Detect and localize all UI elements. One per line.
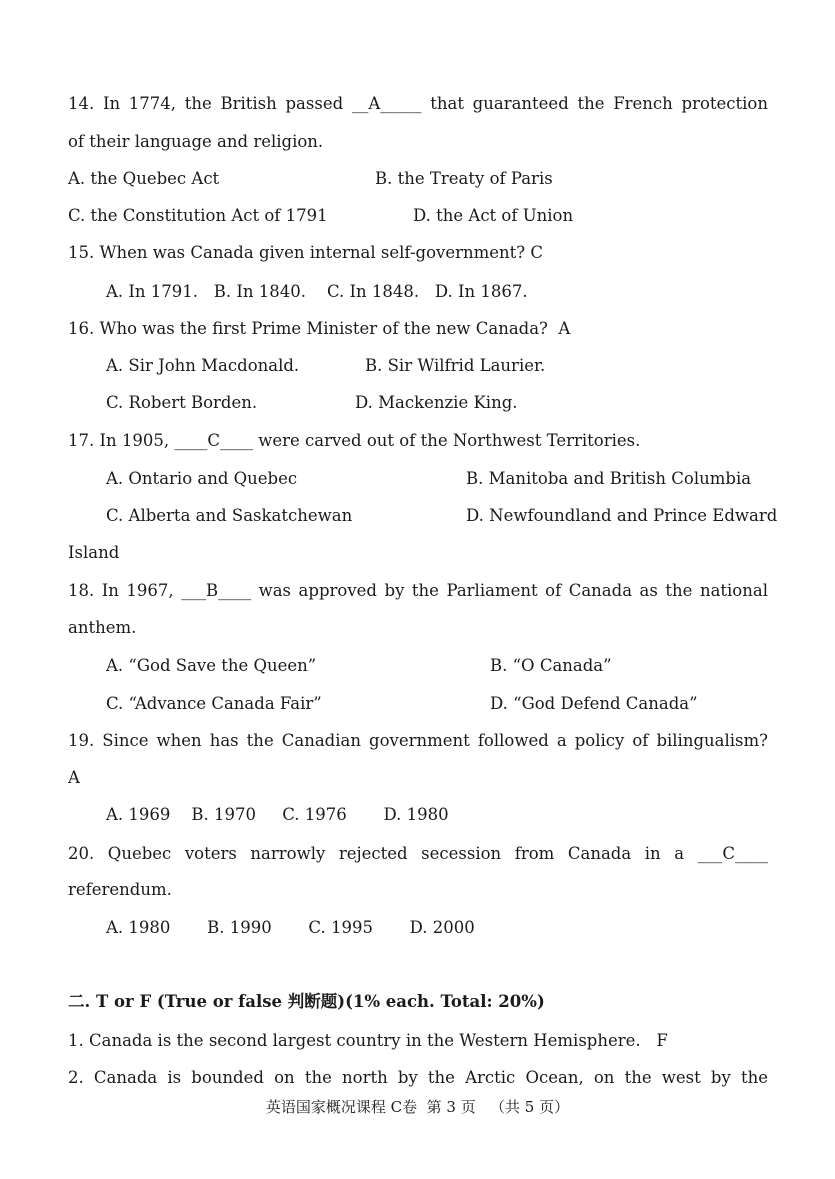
q17-option-b: B. Manitoba and British Columbia (466, 469, 752, 488)
q18-option-b: B. “O Canada” (490, 656, 612, 675)
q16-option-a: A. Sir John Macdonald. (106, 356, 300, 375)
tf-item-2: 2. Canada is bounded on the north by the Arctic Ocean, on the west by the (68, 1068, 768, 1087)
q17-option-c: C. Alberta and Saskatchewan (106, 506, 353, 525)
section2-heading: 二. T or F (True or false 判断题)(1% each. Total: 20%) (68, 992, 545, 1011)
q15-options: A. In 1791. B. In 1840. C. In 1848. D. In 1867. (106, 282, 528, 301)
q16-line1: 16. Who was the first Prime Minister of the new Canada? A (68, 319, 571, 338)
q18-option-c: C. “Advance Canada Fair” (106, 694, 322, 713)
q19-options: A. 1969 B. 1970 C. 1976 D. 1980 (106, 805, 449, 824)
q16-option-c: C. Robert Borden. (106, 393, 258, 412)
q20-line1: 20. Quebec voters narrowly rejected secession from Canada in a ___C____ (68, 844, 768, 863)
q17-line1: 17. In 1905, ____C____ were carved out of the Northwest Territories. (68, 431, 641, 450)
q14-option-c: C. the Constitution Act of 1791 (68, 206, 328, 225)
q17-option-a: A. Ontario and Quebec (106, 469, 298, 488)
q18-option-d: D. “God Defend Canada” (490, 694, 698, 713)
q17-option-d: D. Newfoundland and Prince Edward (466, 506, 778, 525)
q16-option-d: D. Mackenzie King. (355, 393, 518, 412)
q14-option-a: A. the Quebec Act (68, 169, 220, 188)
q18-line1: 18. In 1967, ___B____ was approved by the Parliament of Canada as the national (68, 581, 768, 600)
q19-line1: 19. Since when has the Canadian government followed a policy of bilingualism? (68, 731, 768, 750)
tf-item-1: 1. Canada is the second largest country in the Western Hemisphere. F (68, 1031, 668, 1050)
q14-line2: of their language and religion. (68, 132, 324, 151)
q20-line2: referendum. (68, 880, 172, 899)
q19-line2: A (68, 768, 80, 787)
q16-option-b: B. Sir Wilfrid Laurier. (365, 356, 546, 375)
q14-option-d: D. the Act of Union (413, 206, 574, 225)
q20-options: A. 1980 B. 1990 C. 1995 D. 2000 (106, 918, 475, 937)
q15-line1: 15. When was Canada given internal self-government? C (68, 243, 544, 262)
q18-option-a: A. “God Save the Queen” (106, 656, 317, 675)
q14-line1: 14. In 1774, the British passed __A_____ that guaranteed the French protection (68, 94, 768, 113)
q14-option-b: B. the Treaty of Paris (375, 169, 553, 188)
page-footer: 英语国家概况课程 C卷 第 3 页 （共 5 页） (265, 1098, 570, 1116)
q17-option-d-continued: Island (68, 543, 120, 562)
q18-line2: anthem. (68, 618, 137, 637)
